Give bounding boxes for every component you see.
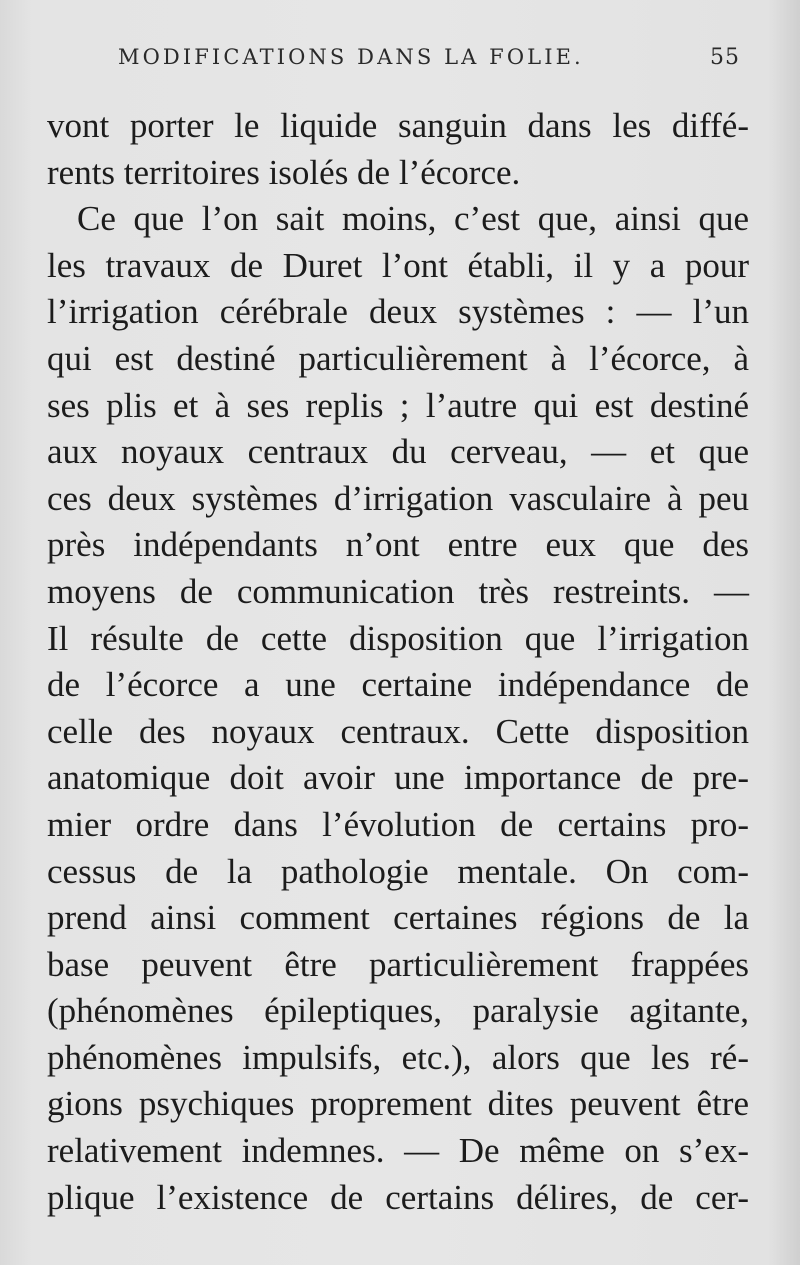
text-line: celle des noyaux centraux. Cette disposition — [47, 711, 749, 751]
text-line: plique l’existence de certains délires, de cer- — [47, 1177, 749, 1217]
page-number: 55 — [710, 44, 740, 70]
text-line: de l’écorce a une certaine indépendance de — [47, 665, 749, 705]
text-line: qui est destiné particulièrement à l’écorce, à — [47, 338, 749, 378]
text-line: (phénomènes épileptiques, paralysie agitante, — [47, 991, 749, 1031]
body-text — [47, 103, 749, 1221]
text-line: cessus de la pathologie mentale. On com- — [47, 851, 749, 891]
text-line: Ce que l’on sait moins, c’est que, ainsi que — [77, 199, 749, 239]
text-line: ces deux systèmes d’irrigation vasculaire à peu — [47, 478, 749, 518]
text-line: anatomique doit avoir une importance de pre- — [47, 758, 749, 798]
running-head — [118, 40, 740, 74]
text-line: les travaux de Duret l’ont établi, il y a pour — [47, 245, 749, 285]
text-line: près indépendants n’ont entre eux que des — [47, 525, 749, 565]
running-title: MODIFICATIONS DANS LA FOLIE. — [118, 45, 584, 69]
text-line: rents territoires isolés de l’écorce. — [47, 152, 521, 192]
text-line: relativement indemnes. — De même on s’ex- — [47, 1131, 749, 1171]
text-line: aux noyaux centraux du cerveau, — et que — [47, 432, 749, 472]
text-line: ses plis et à ses replis ; l’autre qui est destiné — [47, 385, 749, 425]
text-line: base peuvent être particulièrement frappées — [47, 944, 749, 984]
text-line: vont porter le liquide sanguin dans les diffé- — [47, 106, 749, 145]
text-line: l’irrigation cérébrale deux systèmes : — l’un — [47, 292, 749, 332]
text-line: prend ainsi comment certaines régions de la — [47, 898, 749, 938]
text-line: Il résulte de cette disposition que l’irrigation — [47, 618, 749, 658]
text-line: gions psychiques proprement dites peuvent être — [47, 1084, 749, 1124]
text-line: moyens de communication très restreints. — — [47, 571, 749, 611]
text-line: mier ordre dans l’évolution de certains pro- — [47, 804, 749, 844]
text-line: phénomènes impulsifs, etc.), alors que les ré- — [47, 1037, 749, 1077]
